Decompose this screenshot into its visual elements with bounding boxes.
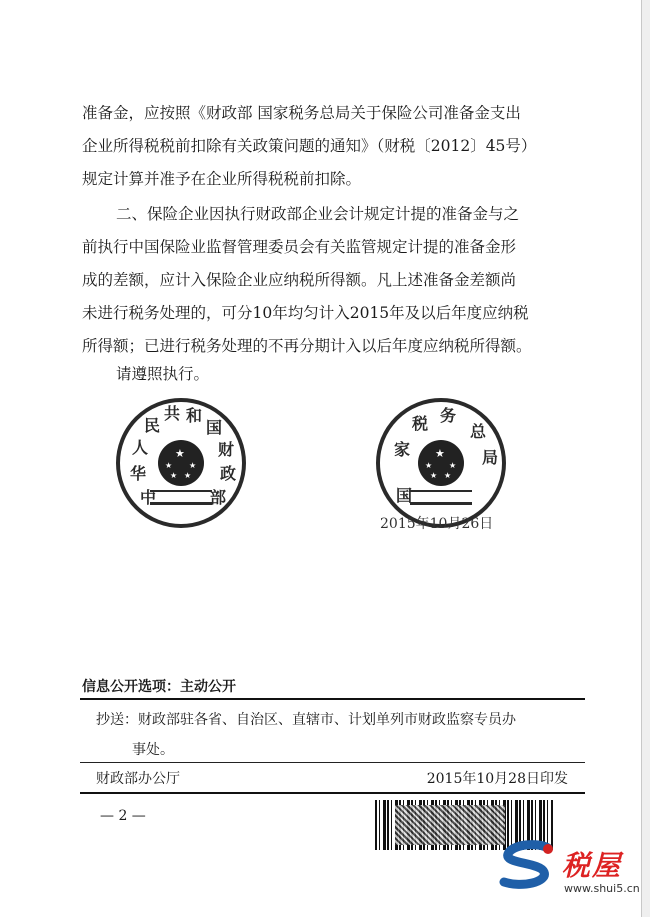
- page-edge: [641, 0, 650, 917]
- cc-list: [96, 705, 576, 765]
- site-watermark: [498, 838, 648, 908]
- issuing-office: 财政部办公厅: [96, 771, 180, 787]
- paragraph-2-line-1: 二、保险企业因执行财政部企业会计规定计提的准备金与之: [116, 205, 520, 223]
- logo-url: www.shui5.cn: [564, 882, 640, 895]
- national-emblem-icon: ★ ★ ★ ★ ★: [158, 440, 204, 486]
- paragraph-1-line-2: 企业所得税税前扣除有关政策问题的通知》（财税〔2012〕45号）: [82, 137, 537, 155]
- paragraph-2-line-5: 所得额；已进行税务处理的不再分期计入以后年度应纳税所得额。: [82, 337, 532, 355]
- disclosure-option: 信息公开选项：主动公开: [82, 679, 236, 695]
- shui5-logo-icon: [498, 840, 556, 890]
- barcode-pattern: [395, 805, 505, 845]
- logo-text: 税屋: [562, 849, 623, 882]
- signature-date: 2015年10月26日: [380, 516, 494, 532]
- print-date: 2015年10月28日印发: [426, 771, 568, 787]
- cc-line-1: 抄送：财政部驻各省、自治区、直辖市、计划单列市财政监察专员办: [96, 712, 516, 728]
- paragraph-2-line-2: 前执行中国保险业监督管理委员会有关监管规定计提的准备金形: [82, 238, 517, 256]
- cc-line-2: 事处。: [132, 742, 174, 758]
- ministry-of-finance-seal: 中 华 人 民 共 和 国 财 政 部 ★ ★ ★ ★ ★: [116, 398, 246, 528]
- national-emblem-icon: ★ ★ ★ ★ ★: [418, 440, 464, 486]
- divider: [80, 762, 585, 763]
- paragraph-2-line-4: 未进行税务处理的，可分10年均匀计入2015年及以后年度应纳税: [82, 304, 529, 322]
- divider: [80, 792, 585, 794]
- paragraph-1-line-1: 准备金，应按照《财政部 国家税务总局关于保险公司准备金支出: [82, 104, 521, 122]
- divider: [80, 698, 585, 700]
- paragraph-2-line-3: 成的差额，应计入保险企业应纳税所得额。凡上述准备金差额尚: [82, 271, 517, 289]
- paragraph-1-line-3: 规定计算并准予在企业所得税税前扣除。: [82, 170, 362, 188]
- state-taxation-administration-seal: 家 税 务 总 局 国 ★ ★ ★ ★ ★: [376, 398, 506, 528]
- closing-line: 请遵照执行。: [116, 365, 210, 383]
- page-number: — 2 —: [100, 808, 146, 824]
